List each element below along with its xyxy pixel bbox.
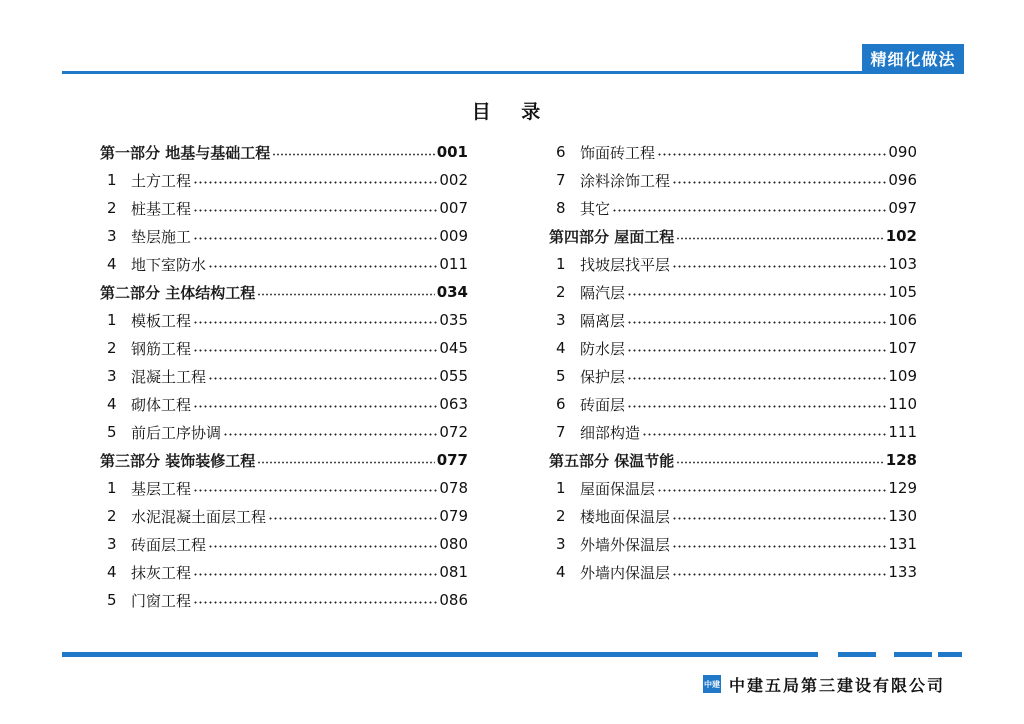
toc-entry[interactable]: [100, 390, 468, 418]
toc-dot-leader: [672, 517, 886, 520]
toc-entry-label: 找坡层找平层: [580, 255, 671, 274]
toc-part-entry[interactable]: [100, 138, 468, 166]
toc-dot-leader: [627, 405, 886, 408]
toc-entry-page: 133: [888, 563, 917, 581]
toc-entry-label: 其它: [580, 199, 611, 218]
toc-entry-label: 水泥混凝土面层工程: [131, 507, 267, 526]
toc-dot-leader: [208, 377, 437, 380]
toc-entry[interactable]: [549, 334, 917, 362]
toc-entry[interactable]: [549, 362, 917, 390]
toc-entry-page: 097: [888, 199, 917, 217]
toc-entry-number: 8: [556, 199, 566, 217]
toc-entry[interactable]: [100, 334, 468, 362]
toc-dot-leader: [208, 265, 437, 268]
toc-entry-number: 4: [107, 563, 117, 581]
toc-entry[interactable]: [549, 166, 917, 194]
toc-entry-page: 055: [439, 367, 468, 385]
toc-entry-number: 1: [556, 255, 566, 273]
toc-dot-leader: [672, 573, 886, 576]
toc-entry-label: 第五部分 保温节能: [549, 451, 675, 470]
toc-entry-label: 土方工程: [131, 171, 192, 190]
toc-entry-label: 隔离层: [580, 311, 626, 330]
toc-dot-leader: [193, 601, 437, 604]
toc-part-entry[interactable]: [549, 222, 917, 250]
toc-entry[interactable]: [549, 194, 917, 222]
toc-entry-number: 7: [556, 171, 566, 189]
toc-entry-page: 002: [439, 171, 468, 189]
toc-entry[interactable]: [100, 586, 468, 614]
toc-entry-page: 035: [439, 311, 468, 329]
toc-entry-label: 隔汽层: [580, 283, 626, 302]
toc-entry-page: 077: [436, 451, 468, 469]
toc-right-column: [549, 138, 917, 586]
toc-entry[interactable]: [100, 530, 468, 558]
toc-dot-leader: [657, 489, 886, 492]
toc-entry[interactable]: [100, 418, 468, 446]
toc-entry-number: 3: [556, 535, 566, 553]
toc-entry-number: 1: [107, 479, 117, 497]
toc-entry-number: 6: [556, 143, 566, 161]
toc-entry-page: 096: [888, 171, 917, 189]
toc-entry-label: 垫层施工: [131, 227, 192, 246]
toc-dot-leader: [657, 153, 886, 156]
toc-entry[interactable]: [549, 138, 917, 166]
toc-entry[interactable]: [100, 222, 468, 250]
toc-entry-number: 5: [107, 423, 117, 441]
toc-entry-page: 111: [888, 423, 917, 441]
toc-entry-page: 102: [885, 227, 917, 245]
toc-entry-number: 2: [107, 339, 117, 357]
toc-entry-number: 3: [556, 311, 566, 329]
toc-dot-leader: [208, 545, 437, 548]
toc-entry[interactable]: [100, 362, 468, 390]
toc-entry-label: 保护层: [580, 367, 626, 386]
toc-dot-leader: [257, 293, 434, 296]
toc-entry-label: 屋面保温层: [580, 479, 656, 498]
toc-entry[interactable]: [549, 278, 917, 306]
toc-dot-leader: [193, 573, 437, 576]
toc-entry-page: 105: [888, 283, 917, 301]
toc-entry-page: 090: [888, 143, 917, 161]
header-badge: 精细化做法: [862, 44, 964, 73]
toc-dot-leader: [676, 461, 883, 464]
toc-dot-leader: [627, 321, 886, 324]
toc-entry-page: 080: [439, 535, 468, 553]
toc-entry-page: 081: [439, 563, 468, 581]
toc-dot-leader: [676, 237, 883, 240]
toc-entry-number: 2: [556, 283, 566, 301]
toc-entry-number: 5: [556, 367, 566, 385]
toc-entry-label: 抹灰工程: [131, 563, 192, 582]
footer-rule-segment: [938, 652, 962, 657]
toc-entry-page: 086: [439, 591, 468, 609]
toc-entry-label: 地下室防水: [131, 255, 207, 274]
toc-entry-page: 072: [439, 423, 468, 441]
toc-dot-leader: [642, 433, 886, 436]
toc-entry[interactable]: [100, 474, 468, 502]
toc-entry-label: 基层工程: [131, 479, 192, 498]
toc-entry-label: 砖面层: [580, 395, 626, 414]
toc-dot-leader: [193, 209, 437, 212]
toc-part-entry[interactable]: [100, 446, 468, 474]
toc-entry-page: 128: [885, 451, 917, 469]
toc-entry-label: 钢筋工程: [131, 339, 192, 358]
toc-dot-leader: [193, 405, 437, 408]
toc-entry[interactable]: [100, 166, 468, 194]
toc-dot-leader: [672, 181, 886, 184]
toc-entry-page: 045: [439, 339, 468, 357]
toc-entry-page: 007: [439, 199, 468, 217]
toc-entry-page: 106: [888, 311, 917, 329]
toc-entry-label: 门窗工程: [131, 591, 192, 610]
toc-entry-page: 129: [888, 479, 917, 497]
toc-dot-leader: [193, 489, 437, 492]
toc-entry[interactable]: [100, 502, 468, 530]
toc-entry[interactable]: [100, 306, 468, 334]
toc-entry-label: 第三部分 装饰装修工程: [100, 451, 256, 470]
toc-entry-page: 063: [439, 395, 468, 413]
toc-entry[interactable]: [100, 558, 468, 586]
toc-entry-page: 130: [888, 507, 917, 525]
toc-part-entry[interactable]: [549, 446, 917, 474]
toc-dot-leader: [672, 545, 886, 548]
company-logo-icon: 中建: [703, 675, 721, 693]
toc-entry-label: 防水层: [580, 339, 626, 358]
toc-entry-page: 034: [436, 283, 468, 301]
toc-entry-page: 078: [439, 479, 468, 497]
toc-entry-label: 外墙内保温层: [580, 563, 671, 582]
toc-entry-label: 涂料涂饰工程: [580, 171, 671, 190]
toc-entry-number: 4: [556, 339, 566, 357]
toc-entry-page: 103: [888, 255, 917, 273]
toc-entry-page: 079: [439, 507, 468, 525]
toc-entry-number: 4: [107, 255, 117, 273]
toc-dot-leader: [257, 461, 434, 464]
toc-entry[interactable]: [549, 306, 917, 334]
toc-dot-leader: [193, 321, 437, 324]
toc-dot-leader: [627, 293, 886, 296]
toc-entry-number: 1: [556, 479, 566, 497]
toc-entry-number: 1: [107, 171, 117, 189]
toc-left-column: [100, 138, 468, 614]
toc-entry[interactable]: [549, 418, 917, 446]
toc-entry-label: 砖面层工程: [131, 535, 207, 554]
footer-rule-segment: [838, 652, 876, 657]
toc-dot-leader: [193, 237, 437, 240]
toc-entry[interactable]: [549, 250, 917, 278]
toc-entry-number: 7: [556, 423, 566, 441]
toc-entry-label: 饰面砖工程: [580, 143, 656, 162]
footer-rule: [62, 652, 818, 657]
toc-entry-page: 107: [888, 339, 917, 357]
toc-entry-page: 131: [888, 535, 917, 553]
toc-entry-label: 楼地面保温层: [580, 507, 671, 526]
header-rule: [62, 71, 964, 74]
toc-dot-leader: [223, 433, 437, 436]
company-name: 中建五局第三建设有限公司: [729, 676, 946, 695]
toc-entry-page: 011: [439, 255, 468, 273]
page-title: 目 录: [471, 101, 553, 123]
footer-rule-segment: [894, 652, 932, 657]
toc-entry[interactable]: [549, 530, 917, 558]
toc-dot-leader: [627, 377, 886, 380]
toc-entry-label: 细部构造: [580, 423, 641, 442]
toc-entry-page: 001: [436, 143, 468, 161]
toc-entry[interactable]: [100, 194, 468, 222]
toc-dot-leader: [272, 153, 434, 156]
toc-entry[interactable]: [549, 474, 917, 502]
toc-entry-label: 第一部分 地基与基础工程: [100, 143, 271, 162]
toc-dot-leader: [612, 209, 886, 212]
toc-dot-leader: [672, 265, 886, 268]
toc-dot-leader: [193, 181, 437, 184]
toc-entry-page: 110: [888, 395, 917, 413]
toc-entry-number: 6: [556, 395, 566, 413]
toc-dot-leader: [193, 349, 437, 352]
toc-entry-label: 第二部分 主体结构工程: [100, 283, 256, 302]
toc-entry-label: 第四部分 屋面工程: [549, 227, 675, 246]
toc-entry[interactable]: [549, 558, 917, 586]
toc-entry-label: 前后工序协调: [131, 423, 222, 442]
toc-entry-label: 混凝土工程: [131, 367, 207, 386]
toc-entry-number: 4: [107, 395, 117, 413]
toc-entry[interactable]: [549, 390, 917, 418]
toc-entry-page: 009: [439, 227, 468, 245]
toc-entry[interactable]: [549, 502, 917, 530]
toc-entry-label: 桩基工程: [131, 199, 192, 218]
toc-entry-number: 2: [107, 199, 117, 217]
toc-entry-number: 5: [107, 591, 117, 609]
toc-dot-leader: [268, 517, 437, 520]
toc-entry[interactable]: [100, 250, 468, 278]
toc-entry-number: 3: [107, 227, 117, 245]
toc-entry-label: 模板工程: [131, 311, 192, 330]
toc-entry-number: 4: [556, 563, 566, 581]
toc-entry-number: 2: [107, 507, 117, 525]
toc-entry-number: 3: [107, 535, 117, 553]
toc-dot-leader: [627, 349, 886, 352]
toc-entry-label: 砌体工程: [131, 395, 192, 414]
toc-entry-label: 外墙外保温层: [580, 535, 671, 554]
toc-entry-number: 3: [107, 367, 117, 385]
toc-entry-number: 1: [107, 311, 117, 329]
toc-part-entry[interactable]: [100, 278, 468, 306]
toc-entry-number: 2: [556, 507, 566, 525]
toc-entry-page: 109: [888, 367, 917, 385]
